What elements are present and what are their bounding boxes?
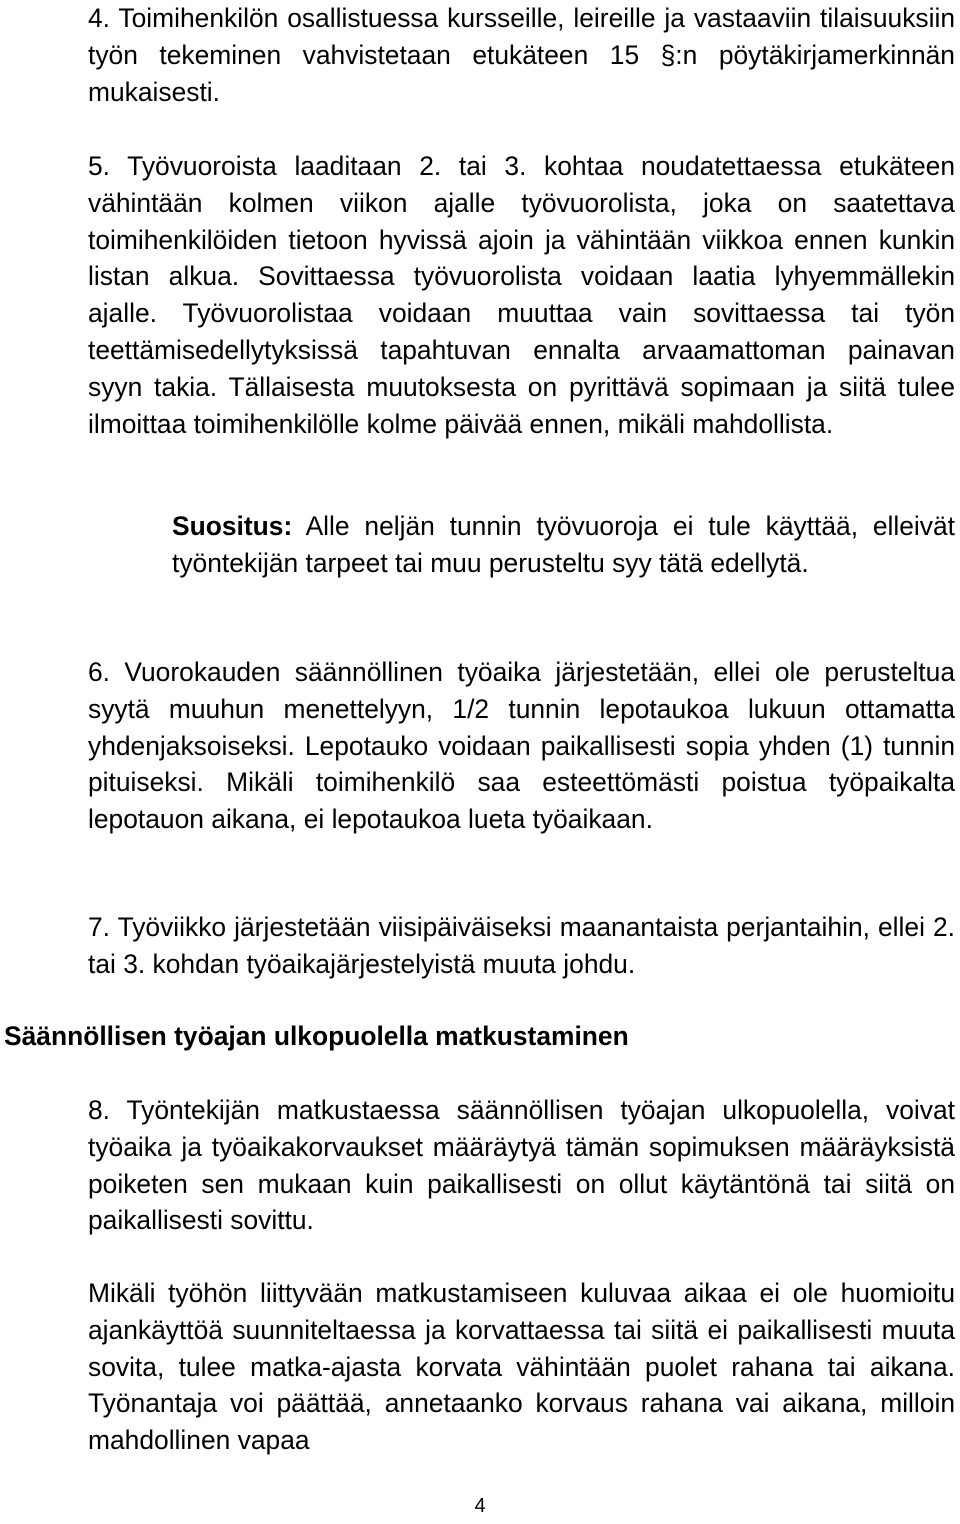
recommendation-label: Suositus: <box>172 511 293 541</box>
paragraph-8: 8. Työntekijän matkustaessa säännöllisen työajan ulkopuolella, voivat työaika ja työaikakorvaukset määräytyä tämän sopimuksen määräyksistä poiketen sen mukaan kuin paikallisesti on ollut käytäntönä tai siitä on paikallisesti sovittu. <box>88 1095 955 1236</box>
paragraph-5: 5. Työvuoroista laaditaan 2. tai 3. kohtaa noudatettaessa etukäteen vähintään kolmen viikon ajalle työvuorolista, joka on saatettava toimihenkilöiden tietoon hyvissä ajoin ja vähintään viikkoa ennen kunkin listan alkua. Sovittaessa työvuorolista voidaan laatia lyhyemmällekin ajalle. Työvuorolistaa voidaan muuttaa vain sovittaessa tai työn teettämisedellytyksissä tapahtuvan ennalta arvaamattoman painavan syyn takia. Tällaisesta muutoksesta on pyrittävä sopimaan ja siitä tulee ilmoittaa toimihenkilölle kolme päivää ennen, mikäli mahdollista. <box>88 151 955 439</box>
paragraph-4: 4. Toimihenkilön osallistuessa kursseille, leireille ja vastaaviin tilaisuuksiin työn tekeminen vahvistetaan etukäteen 15 §:n pöytäkirjamerkinnän mukaisesti. <box>88 3 955 107</box>
section-heading: Säännöllisen työajan ulkopuolella matkustaminen <box>4 1021 629 1051</box>
recommendation-block <box>172 508 955 582</box>
paragraph-7: 7. Työviikko järjestetään viisipäiväiseksi maanantaista perjantaihin, ellei 2. tai 3. kohdan työaikajärjestelyistä muuta johdu. <box>88 912 955 979</box>
paragraph-6: 6. Vuorokauden säännöllinen työaika järjestetään, ellei ole perusteltua syytä muuhun menettelyyn, 1/2 tunnin lepotaukoa lukuun ottamatta yhdenjaksoiseksi. Lepotauko voidaan paikallisesti sopia yhden (1) tunnin pituiseksi. Mikäli toimihenkilö saa esteettömästi poistua työpaikalta lepotauon aikana, ei lepotaukoa lueta työaikaan. <box>88 657 955 835</box>
page-number: 4 <box>474 1495 486 1517</box>
paragraph-travel-time: Mikäli työhön liittyvään matkustamiseen kuluvaa aikaa ei ole huomioitu ajankäyttöä suunniteltaessa ja korvattaessa tai siitä ei paikallisesti muuta sovita, tulee matka-ajasta korvata vähintään puolet rahana tai aikana. Työnantaja voi päättää, annetaanko korvaus rahana vai aikana, milloin mahdollinen vapaa <box>88 1278 955 1456</box>
recommendation-text: Alle neljän tunnin työvuoroja ei tule käyttää, elleivät työntekijän tarpeet tai muu perusteltu syy tätä edellytä. <box>172 511 955 578</box>
